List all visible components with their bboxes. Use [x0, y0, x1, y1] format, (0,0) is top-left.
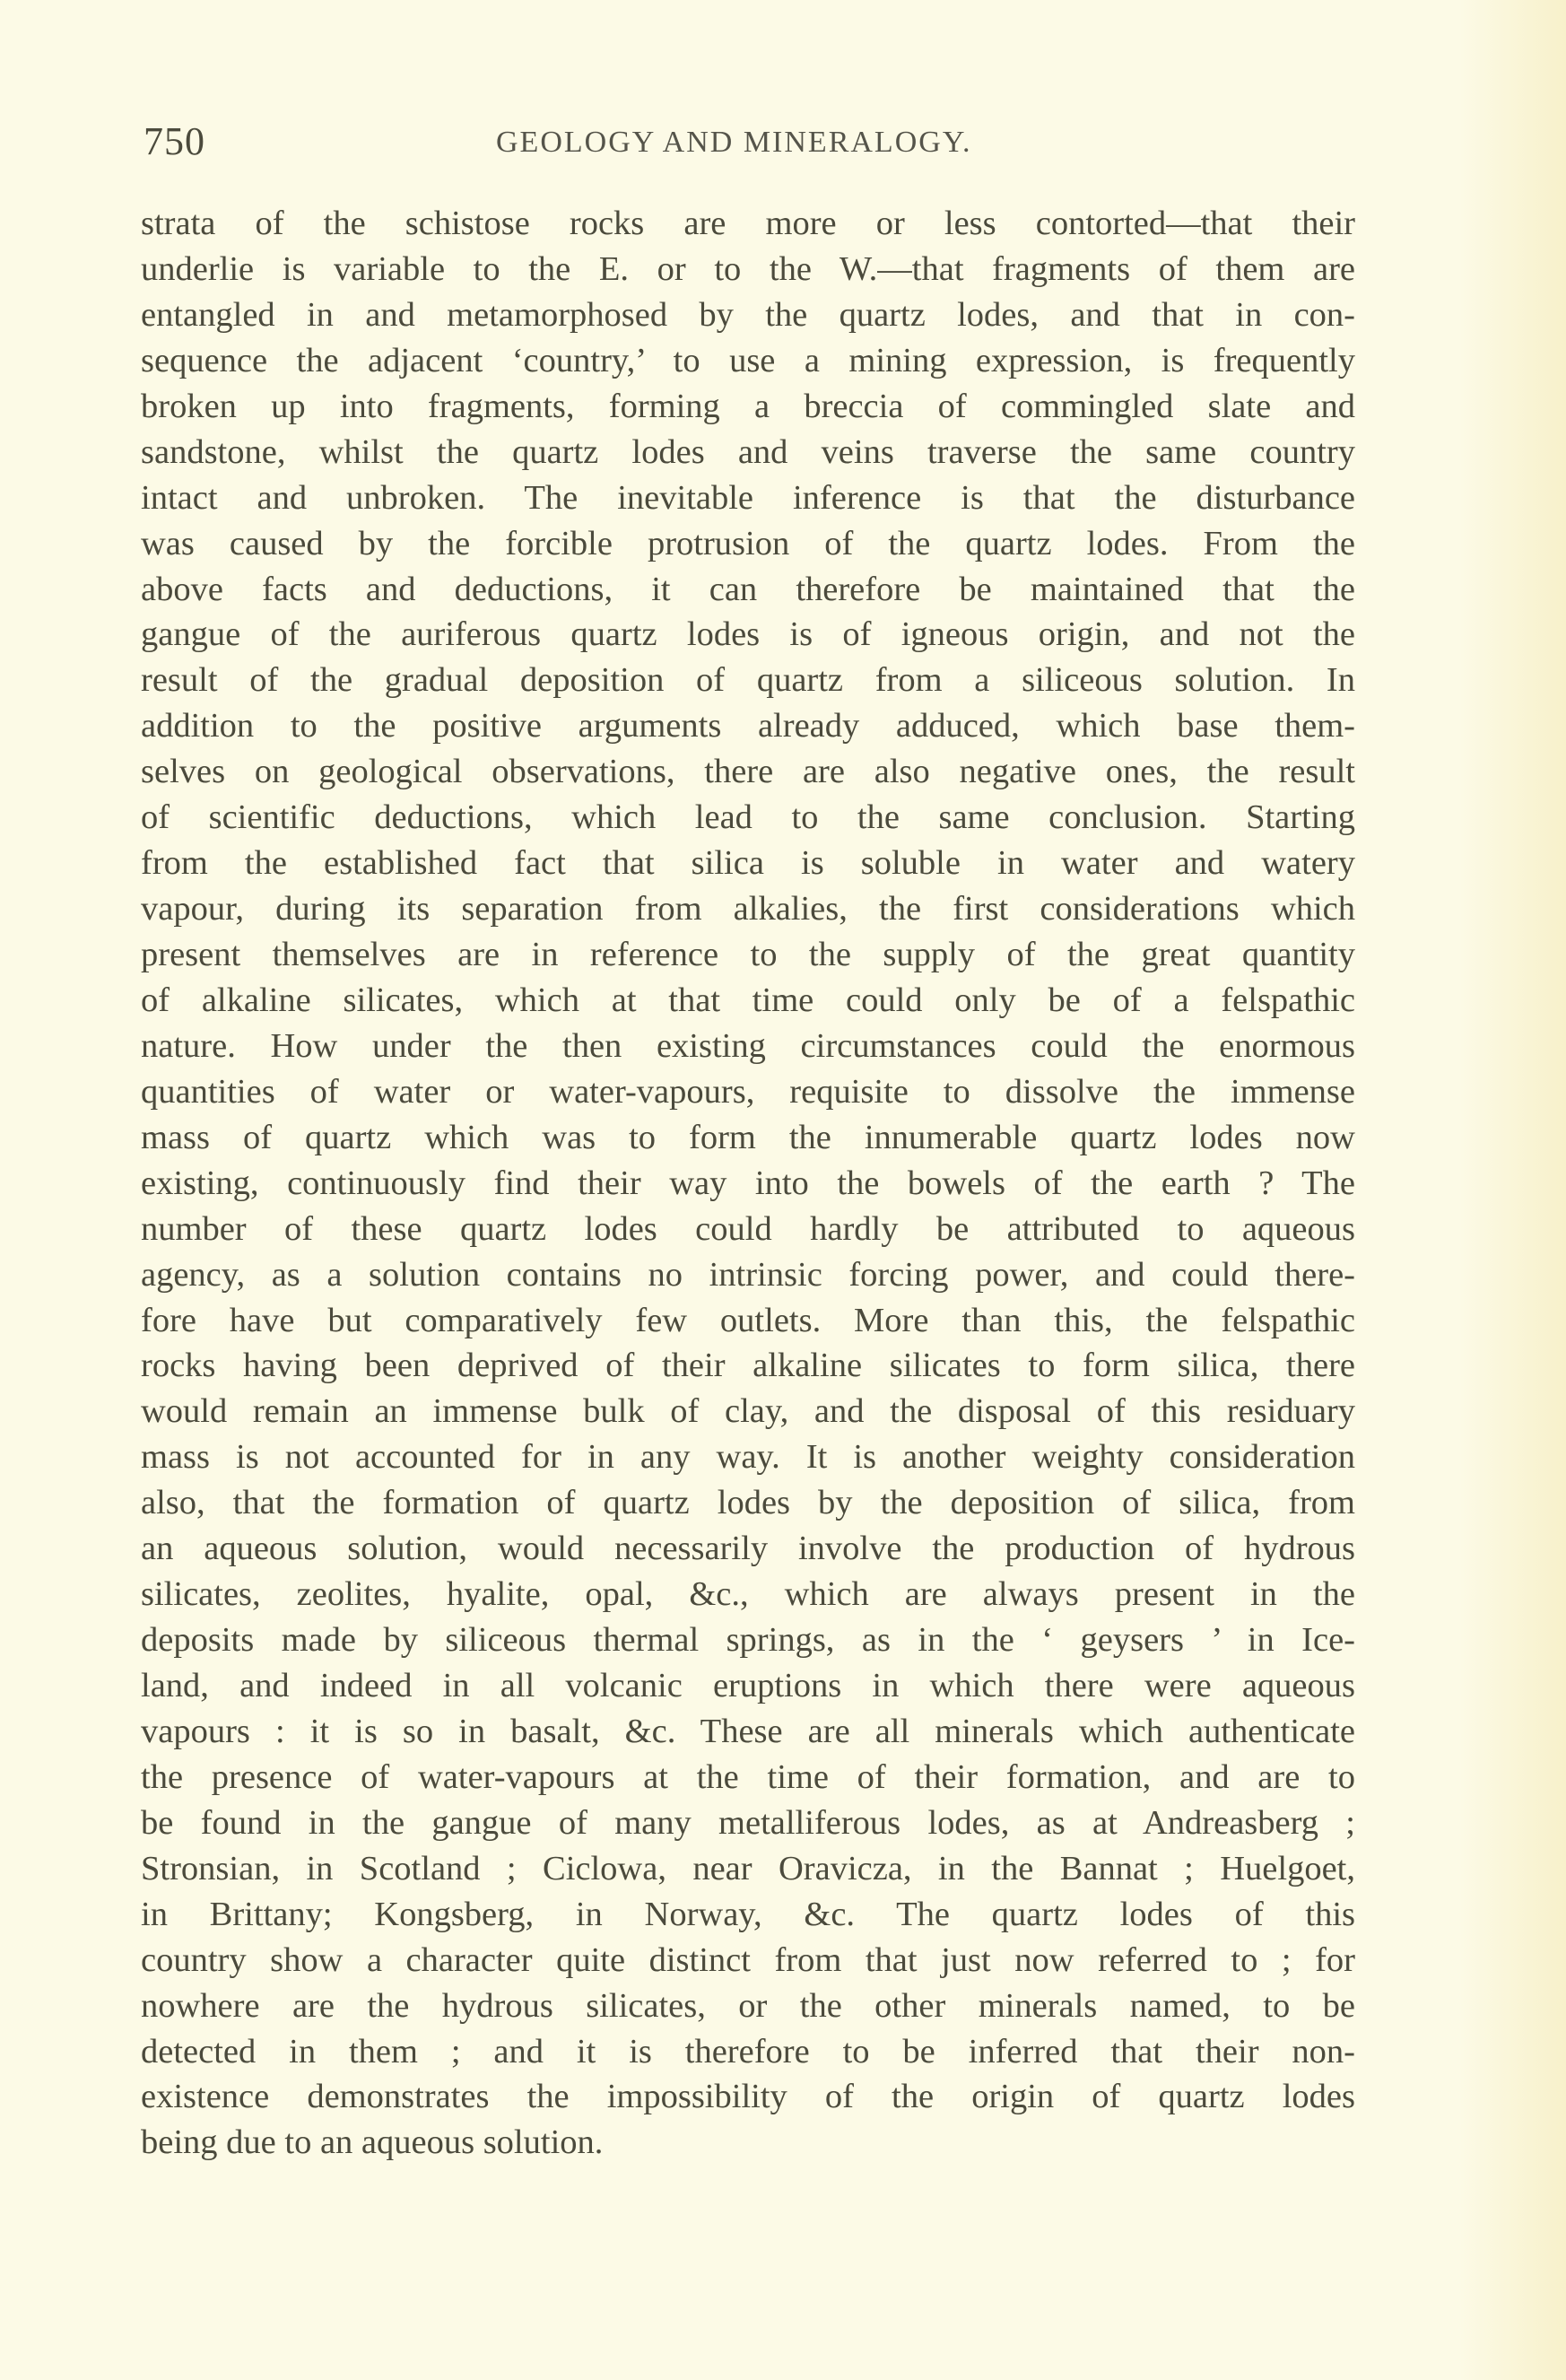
text-line: also, that the formation of quartz lodes by the deposition of silica, from	[141, 1484, 1355, 1522]
text-line: present themselves are in reference to the supply of the great quantity	[141, 936, 1355, 973]
text-line: above facts and deductions, it can therefore be maintained that the	[141, 570, 1355, 608]
text-line: mass of quartz which was to form the innumerable quartz lodes now	[141, 1118, 1355, 1156]
text-line: country show a character quite distinct from that just now referred to ; for	[141, 1940, 1355, 1979]
text-line: fore have but comparatively few outlets. More than this, the felspathic	[141, 1301, 1355, 1339]
text-line: underlie is variable to the E. or to the W.—that fragments of them are	[141, 249, 1355, 288]
text-line: number of these quartz lodes could hardly be attributed to aqueous	[141, 1209, 1355, 1248]
text-line: deposits made by siliceous thermal springs, as in the ‘ geysers ’ in Ice-	[141, 1621, 1355, 1660]
text-line: existing, continuously find their way into the bowels of the earth ? The	[141, 1164, 1355, 1202]
page-number: 750	[144, 119, 205, 163]
text-line: the presence of water-vapours at the time of their formation, and are to	[141, 1757, 1355, 1796]
text-line: intact and unbroken. The inevitable inference is that the disturbance	[141, 478, 1355, 517]
text-line: would remain an immense bulk of clay, and the disposal of this residuary	[141, 1392, 1355, 1431]
text-line: Stronsian, in Scotland ; Ciclowa, near Oravicza, in the Bannat ; Huelgoet,	[141, 1849, 1355, 1887]
text-line: selves on geological observations, there are also negative ones, the result	[141, 753, 1355, 791]
text-line: result of the gradual deposition of quartz from a siliceous solution. In	[141, 661, 1355, 700]
running-title: GEOLOGY AND MINERALOGY.	[496, 126, 972, 159]
text-line: nature. How under the then existing circumstances could the enormous	[141, 1026, 1355, 1065]
text-line: silicates, zeolites, hyalite, opal, &c., which are always present in the	[141, 1575, 1355, 1614]
text-line: vapours : it is so in basalt, &c. These are all minerals which authenticate	[141, 1712, 1355, 1750]
text-line: existence demonstrates the impossibility of the origin of quartz lodes	[141, 2078, 1355, 2116]
page-edge-shading	[1458, 0, 1566, 2380]
text-line: detected in them ; and it is therefore to be inferred that their non-	[141, 2032, 1355, 2071]
text-line: an aqueous solution, would necessarily involve the production of hydrous	[141, 1530, 1355, 1568]
text-line: sequence the adjacent ‘country,’ to use a mining expression, is frequently	[141, 341, 1355, 379]
text-line: vapour, during its separation from alkalies, the first considerations which	[141, 890, 1355, 928]
text-line: in Brittany; Kongsberg, in Norway, &c. The quartz lodes of this	[141, 1895, 1355, 1933]
text-line: broken up into fragments, forming a breccia of commingled slate and	[141, 387, 1355, 425]
text-line: of scientific deductions, which lead to the same conclusion. Starting	[141, 798, 1355, 837]
text-line: addition to the positive arguments already adduced, which base them-	[141, 707, 1355, 745]
text-line: nowhere are the hydrous silicates, or the other minerals named, to be	[141, 1986, 1355, 2025]
text-line: be found in the gangue of many metalliferous lodes, as at Andreasberg ;	[141, 1803, 1355, 1842]
text-line: agency, as a solution contains no intrinsic forcing power, and could there-	[141, 1255, 1355, 1294]
text-line: from the established fact that silica is soluble in water and watery	[141, 844, 1355, 883]
text-line: entangled in and metamorphosed by the quartz lodes, and that in con-	[141, 295, 1355, 334]
body-paragraph	[141, 201, 1355, 2166]
text-line: gangue of the auriferous quartz lodes is of igneous origin, and not the	[141, 615, 1355, 654]
text-line: sandstone, whilst the quartz lodes and veins traverse the same country	[141, 432, 1355, 471]
text-line: rocks having been deprived of their alkaline silicates to form silica, there	[141, 1347, 1355, 1385]
text-line: land, and indeed in all volcanic eruptions in which there were aqueous	[141, 1667, 1355, 1704]
text-line: quantities of water or water-vapours, requisite to dissolve the immense	[141, 1072, 1355, 1111]
text-line: mass is not accounted for in any way. It is another weighty consideration	[141, 1438, 1355, 1477]
text-line: being due to an aqueous solution.	[141, 2123, 604, 2162]
text-line: was caused by the forcible protrusion of the quartz lodes. From the	[141, 524, 1355, 562]
text-line: strata of the schistose rocks are more or less contorted—that their	[141, 205, 1355, 242]
text-line: of alkaline silicates, which at that time could only be of a felspathic	[141, 981, 1355, 1019]
